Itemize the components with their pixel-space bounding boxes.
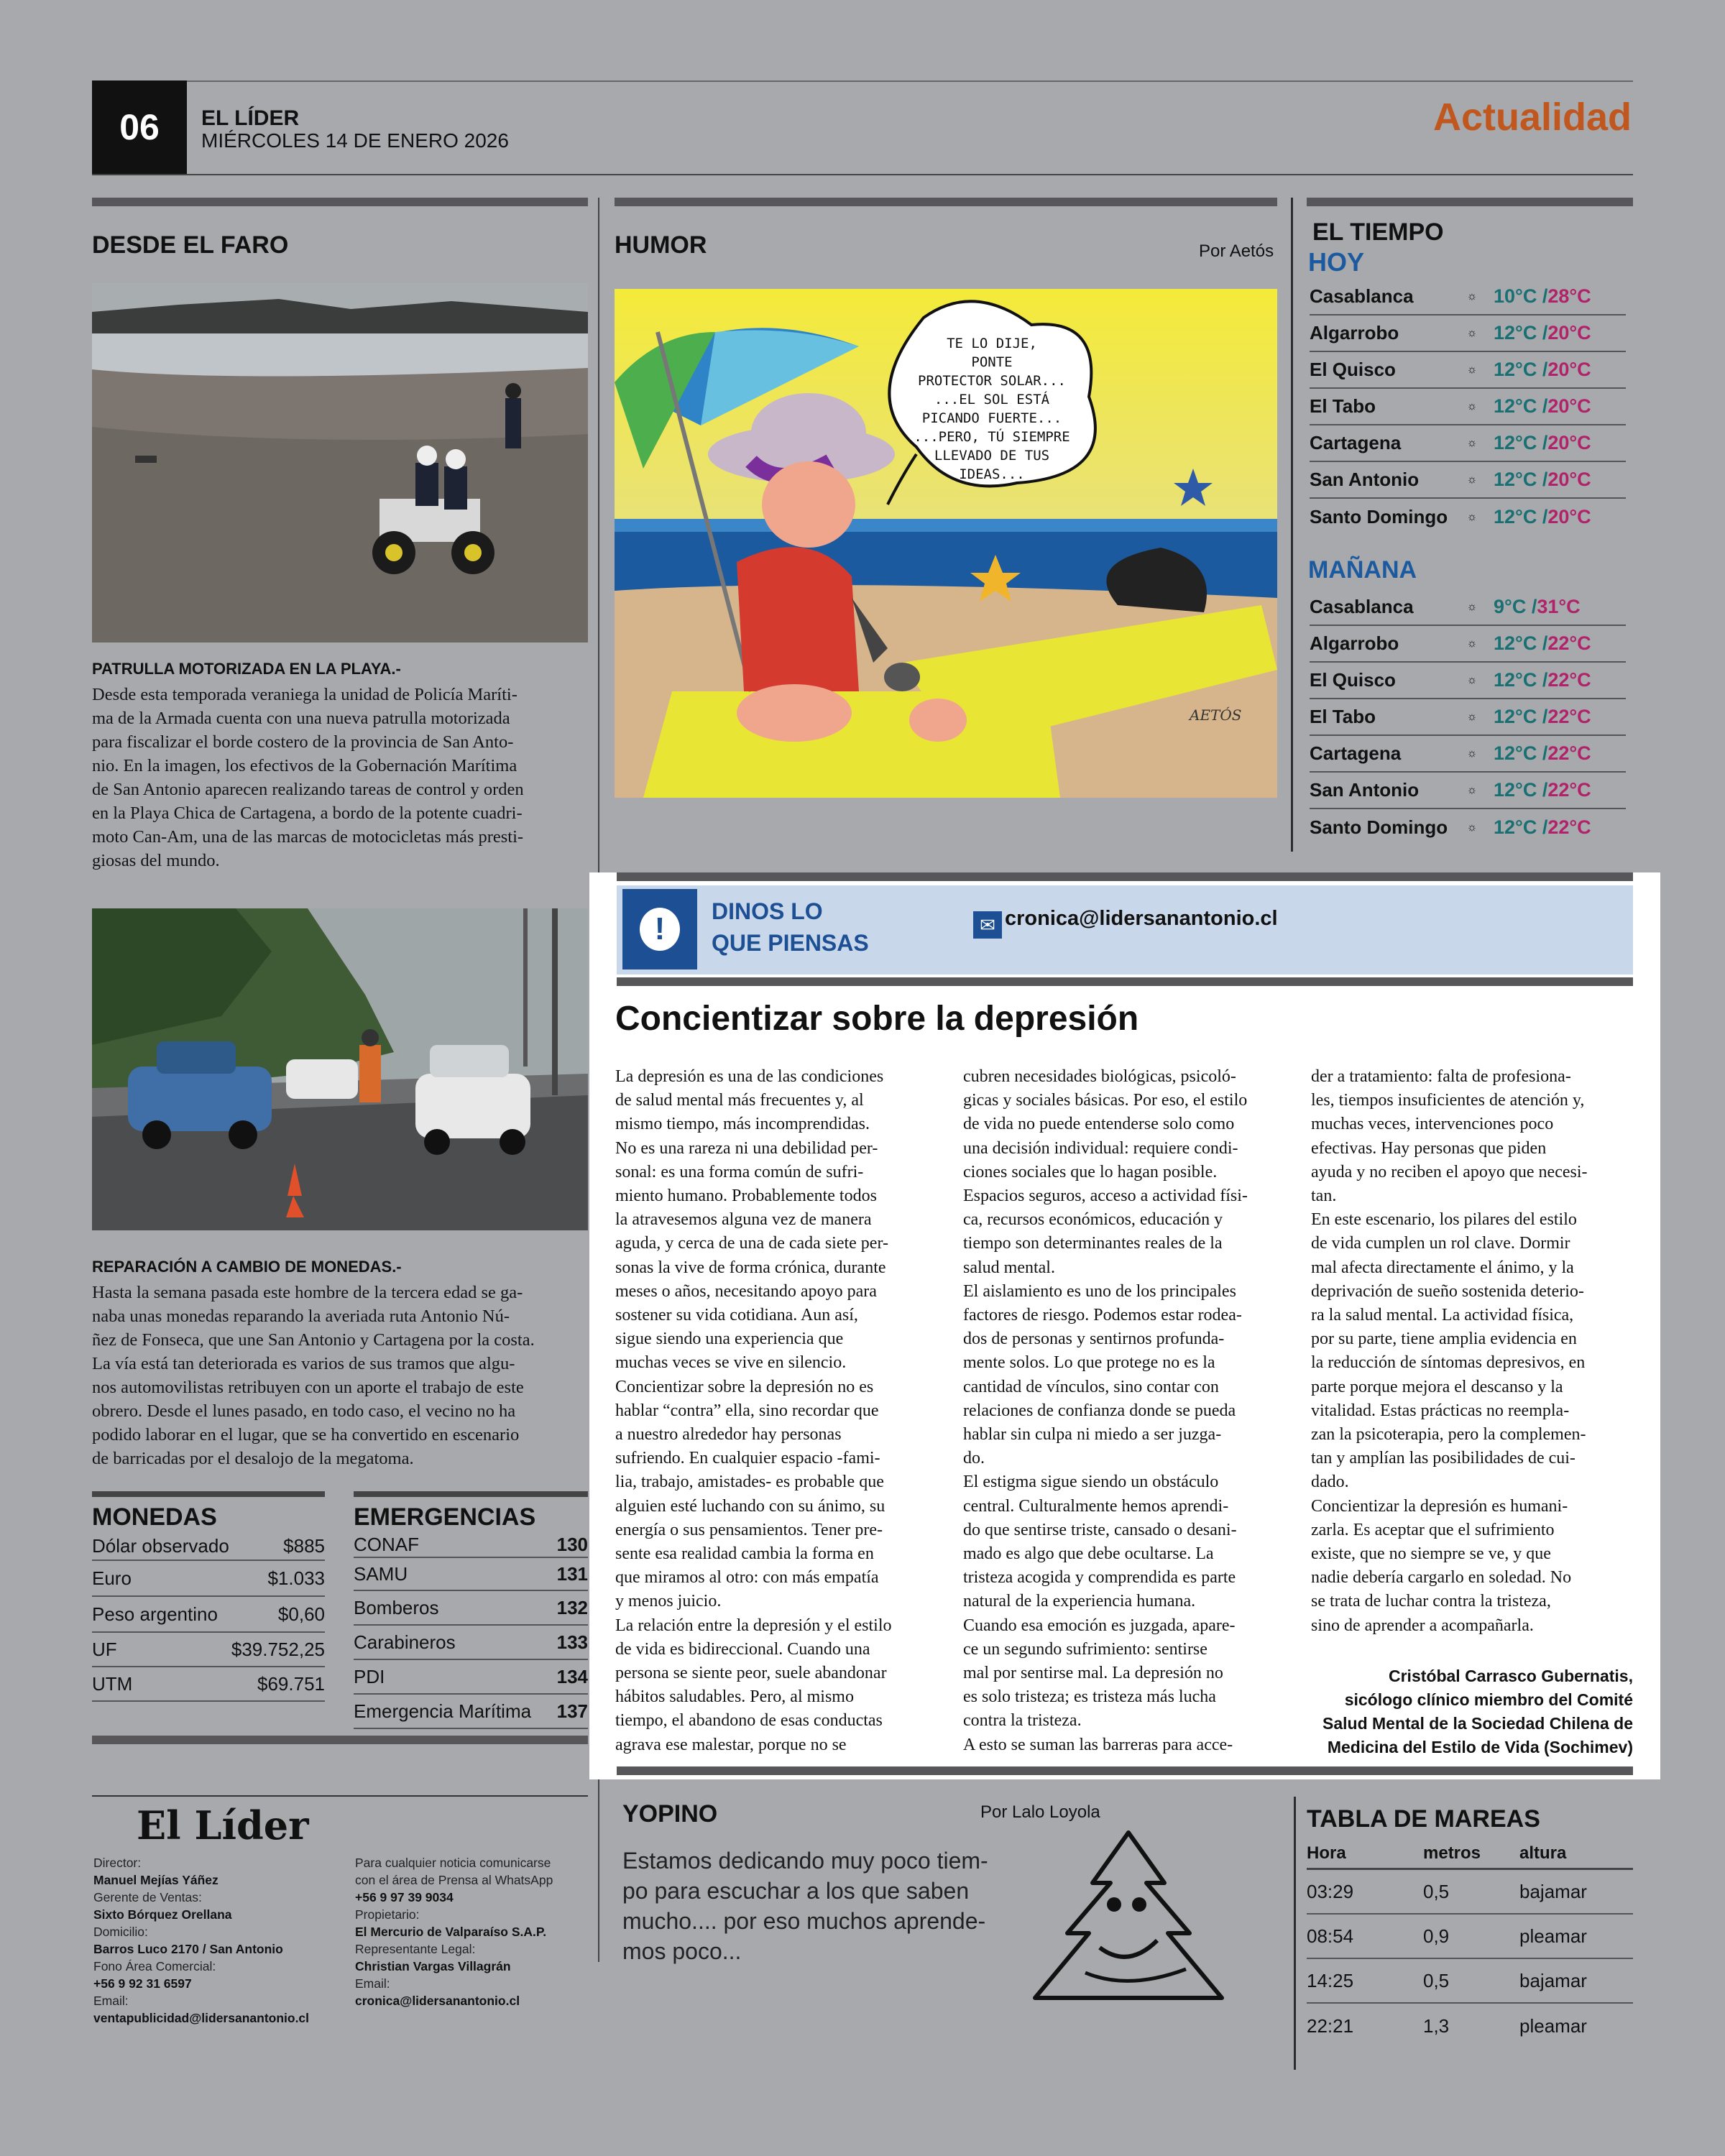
article-col-1: La depresión es una de las condiciones de salud mental más frecuentes y, al mismo tiempo, más incomprendidas. No es una rareza ni una debilidad per- sonal: es una forma común de sufri- miento humano. Probablemente todos la atravesemos alguna vez de manera aguda, y cerca de una de cada siete per- sonas la vive de forma crónica, durante meses o años, necesitando apoyo para sostener su vida cotidiana. Aun así, sigue siendo una experiencia que muchas veces se vive en silencio. Concientizar sobre la depresión no es hablar “contra” ella, sino recordar que a nuestro alrededor hay personas sufriendo. En cualquier espacio -fami- lia, trabajo, amistades- es probable que alguien esté luchando con su ánimo, su energía o sus pensamientos. Tener pre- sente esa realidad cambia la forma en que miramos al otro: con más empatía y menos juicio. La relación entre la depresión y el estilo de vida es bidireccional. Cuando una persona se siente peor, suele abandonar hábitos saludables. Pero, al mismo tiempo, el abandono de esas conductas agrava ese malestar, porque no se xyxy=(615,1067,892,1754)
weather-row: El Tabo ☼ 12°C /20°C xyxy=(1310,389,1626,425)
section-title: Actualidad xyxy=(1432,96,1632,139)
weather-row: El Quisco ☼ 12°C /20°C xyxy=(1310,352,1626,389)
weather-row: El Tabo ☼ 12°C /22°C xyxy=(1310,699,1626,736)
staff-right: Para cualquier noticia comunicarse con el área de Prensa al WhatsApp +56 9 97 39 9034 Propietario: El Mercurio de Valparaíso S.A.P. Representante Legal: Christian Vargas Villagrán Email: cronica@lidersanantonio.cl xyxy=(355,1856,553,2008)
tide-row: 03:29 0,5 bajamar xyxy=(1307,1870,1633,1915)
tree-cartoon xyxy=(1021,1825,1236,2027)
emergencias-table: CONAF 130 SAMU 131 Bomberos 132 Carabineros 133 PDI 134 Emergencia Marítima 137 xyxy=(354,1532,588,1729)
sun-icon: ☼ xyxy=(1466,600,1478,613)
faro-caption2-head: REPARACIÓN A CAMBIO DE MONEDAS.- xyxy=(92,1258,402,1276)
weather-row: Santo Domingo ☼ 12°C /22°C xyxy=(1310,816,1591,838)
bubble-line: PICANDO FUERTE... xyxy=(921,410,1062,426)
sun-icon: ☼ xyxy=(1466,821,1478,834)
sun-icon: ☼ xyxy=(1466,637,1478,650)
weather-row: Cartagena ☼ 12°C /22°C xyxy=(1310,736,1626,773)
article-signature: Cristóbal Carrasco Gubernatis, sicólogo clínico miembro del Comité Salud Mental de la Sociedad Chilena de Medicina del Estilo de Vida (Sochimev) xyxy=(1322,1667,1633,1756)
monedas-title: MONEDAS xyxy=(92,1503,217,1531)
faro-caption2: Hasta la semana pasada este hombre de la tercera edad se ga- naba unas monedas reparando la averiada ruta Antonio Nú- ñez de Fonseca, que une San Antonio y Cartagena por la costa. La vía está tan deteriorada es varios de sus tramos que algu- nos automovilistas retribuyen con un aporte el trabajo de este obrero. Desde el lunes pasado, en todo caso, el vecino no ha podido laborar en el lugar, que se ha convertido en escenario de barricadas por el desalojo de la megatoma. xyxy=(92,1283,535,1468)
moneda-row: UTM $69.751 xyxy=(92,1667,325,1702)
weather-row: Casablanca ☼ 10°C /28°C xyxy=(1310,279,1626,315)
sun-icon: ☼ xyxy=(1466,747,1478,760)
moneda-row: Dólar observado $885 xyxy=(92,1532,325,1561)
bubble-line: LLEVADO DE TUS xyxy=(934,448,1050,464)
exclamation-icon: ! xyxy=(622,889,697,969)
tide-row: 14:25 0,5 bajamar xyxy=(1307,1959,1633,2004)
humor-cartoon xyxy=(615,289,1277,798)
tide-row: 08:54 0,9 pleamar xyxy=(1307,1915,1633,1959)
sun-icon: ☼ xyxy=(1466,363,1478,376)
mail-icon: ✉ xyxy=(973,911,1002,939)
weather-row: Santo Domingo ☼ 12°C /20°C xyxy=(1310,506,1591,528)
date: MIÉRCOLES 14 DE ENERO 2026 xyxy=(201,129,509,152)
faro-title: DESDE EL FARO xyxy=(92,231,289,259)
sun-icon: ☼ xyxy=(1466,510,1478,523)
bubble-line: ...PERO, TÚ SIEMPRE xyxy=(914,429,1070,445)
staff-left: Director: Manuel Mejías Yáñez Gerente de Ventas: Sixto Bórquez Orellana Domicilio: Barros Luco 2170 / San Antonio Fono Área Comercial: +56 9 92 31 6597 Email: ventapublicidad@lidersanantonio.cl xyxy=(93,1856,310,2025)
beach-patrol-photo xyxy=(92,283,588,642)
paper-name: EL LÍDER xyxy=(201,106,300,130)
sun-icon: ☼ xyxy=(1466,473,1478,486)
contact-email[interactable]: cronica@lidersanantonio.cl xyxy=(1005,907,1278,930)
banner-line2: QUE PIENSAS xyxy=(712,930,869,956)
humor-title: HUMOR xyxy=(615,231,707,259)
page-number: 06 xyxy=(119,107,160,147)
footer-logo: El Líder xyxy=(137,1802,309,1848)
banner-line1: DINOS LO xyxy=(712,898,823,924)
weather-tomorrow-list xyxy=(1310,589,1626,846)
article-title: Concientizar sobre la depresión xyxy=(615,1000,1139,1038)
article-col-2: cubren necesidades biológicas, psicoló- gicas y sociales básicas. Por eso, el estilo de vida no puede entenderse solo como una decisión individual: requiere condi- ciones sociales que lo hagan posible. Espacios seguros, acceso a actividad físi- ca, recursos económicos, educación y tiempo son determinantes reales de la salud mental. El aislamiento es uno de los principales factores de riesgo. Podemos estar rodea- dos de personas y sentirnos profunda- mente solos. Lo que protege no es la cantidad de vínculos, sino contar con relaciones de confianza donde se pueda hablar sin culpa ni miedo a ser juzga- do. El estigma sigue siendo un obstáculo central. Culturalmente hemos aprendi- do que sentirse triste, cansado o desani- mado es algo que debe ocultarse. La tristeza acogida y comprendida es parte natural de la experiencia humana. Cuando esa emoción es juzgada, apare- ce un segundo sufrimiento: sentirse mal por sentirse mal. La depresión no es solo tristeza; es tristeza más lucha contra la tristeza. A esto se suman las barreras para acce- xyxy=(963,1067,1248,1754)
faro-caption1: Desde esta temporada veraniega la unidad de Policía Maríti- ma de la Armada cuenta con una nueva patrulla motorizada para fiscalizar el borde costero de la provincia de San Anto- nio. En la imagen, los efectivos de la Gobernación Marítima de San Antonio aparecen realizando tareas de control y orden en la Playa Chica de Cartagena, a bordo de la potente cuadri- moto Can-Am, una de las marcas de motocicletas más presti- giosas del mundo. xyxy=(92,685,524,870)
humor-author: Por Aetós xyxy=(1199,241,1274,261)
sun-icon: ☼ xyxy=(1466,326,1478,339)
cartoon-signature: AETÓS xyxy=(1190,706,1242,724)
bubble-line: PROTECTOR SOLAR... xyxy=(918,373,1066,389)
road-repair-photo xyxy=(92,908,588,1230)
weather-today-label: HOY xyxy=(1308,247,1365,277)
moneda-row: UF $39.752,25 xyxy=(92,1633,325,1667)
bubble-line: PONTE xyxy=(971,354,1013,370)
yopino-title: YOPINO xyxy=(622,1800,718,1828)
tide-row: 22:21 1,3 pleamar xyxy=(1307,2014,1587,2037)
weather-row: Cartagena ☼ 12°C /20°C xyxy=(1310,425,1626,462)
faro-caption1-head: PATRULLA MOTORIZADA EN LA PLAYA.- xyxy=(92,660,401,678)
article-col-3: der a tratamiento: falta de profesiona- les, tiempos insuficientes de atención y, muchas veces, intervenciones poco efectivas. Hay personas que piden ayuda y no reciben el apoyo que necesi- tan. En este escenario, los pilares del estilo de vida cumplen un rol clave. Dormir mal afecta directamente el ánimo, y la deprivación de sueño sostenida deterio- ra la salud mental. La actividad física, por su parte, tiene amplia evidencia en la reducción de síntomas depresivos, en parte porque mejora el descanso y la vitalidad. Estas prácticas no reempla- zan la psicoterapia, pero la complemen- tan y amplían las posibilidades de cui- dado. Concientizar la depresión es humani- zarla. Es aceptar que el sufrimiento existe, que no siempre se ve, y que nadie debería cargarlo en soledad. No se trata de luchar contra la tristeza, sino de aprender a acompañarla. xyxy=(1311,1067,1588,1635)
bubble-line: ...EL SOL ESTÁ xyxy=(934,392,1050,407)
moneda-row: Euro $1.033 xyxy=(92,1561,325,1597)
weather-row: Casablanca ☼ 9°C /31°C xyxy=(1310,589,1626,626)
weather-title: EL TIEMPO xyxy=(1312,218,1444,246)
sun-icon: ☼ xyxy=(1466,400,1478,413)
page-number-box xyxy=(92,80,187,174)
mareas-title: TABLA DE MAREAS xyxy=(1307,1805,1540,1833)
bubble-line: TE LO DIJE, xyxy=(947,336,1037,351)
sun-icon: ☼ xyxy=(1466,673,1478,686)
mareas-table: Hora metros altura 03:29 0,5 bajamar 08:54 0,9 pleamar 14:25 0,5 bajamar 22:21 1,3 pleamar xyxy=(1307,1838,1633,2048)
monedas-table xyxy=(92,1532,325,1702)
weather-row: Algarrobo ☼ 12°C /20°C xyxy=(1310,315,1626,352)
sun-icon: ☼ xyxy=(1466,783,1478,796)
weather-row: San Antonio ☼ 12°C /20°C xyxy=(1310,462,1626,499)
weather-today-list xyxy=(1310,279,1626,535)
weather-row: Algarrobo ☼ 12°C /22°C xyxy=(1310,626,1626,663)
weather-row: El Quisco ☼ 12°C /22°C xyxy=(1310,663,1626,699)
moneda-row: Peso argentino $0,60 xyxy=(92,1597,325,1633)
weather-row: San Antonio ☼ 12°C /22°C xyxy=(1310,773,1626,809)
bubble-line: IDEAS... xyxy=(959,466,1025,482)
emergencias-title: EMERGENCIAS xyxy=(354,1503,536,1531)
sun-icon: ☼ xyxy=(1466,436,1478,449)
weather-tomorrow-label: MAÑANA xyxy=(1308,556,1417,584)
yopino-text: Estamos dedicando muy poco tiem- po para escuchar a los que saben mucho.... por eso muchos aprende- mos poco... xyxy=(622,1848,988,1964)
sun-icon: ☼ xyxy=(1466,710,1478,723)
yopino-author: Por Lalo Loyola xyxy=(980,1802,1100,1822)
sun-icon: ☼ xyxy=(1466,290,1478,303)
